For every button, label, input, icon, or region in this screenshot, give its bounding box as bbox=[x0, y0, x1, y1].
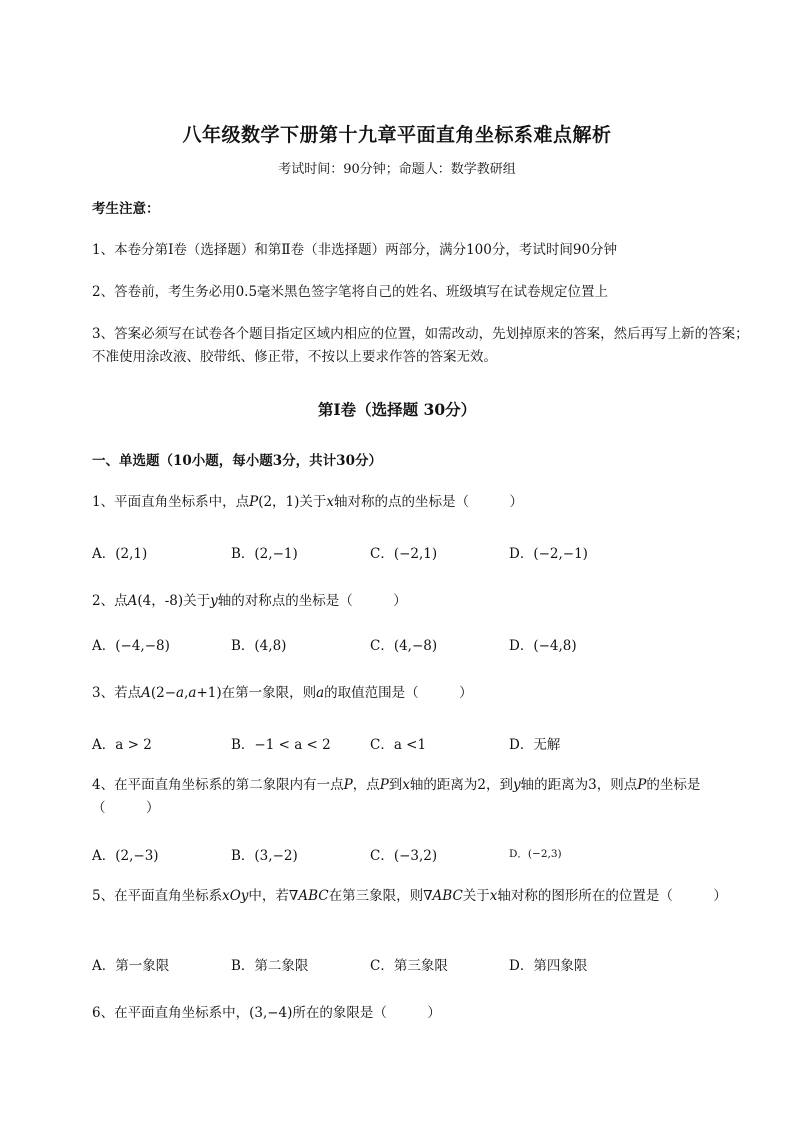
option-a: A．a > 2 bbox=[92, 737, 152, 753]
stem-math: x bbox=[326, 494, 335, 510]
notice-item: 3、答案必须写在试卷各个题目指定区域内相应的位置，如需改动，先划掉原来的答案，然后再写上新的答案；不准使用涂改液、胶带纸、修正带，不按以上要求作答的答案无效。 bbox=[92, 326, 749, 365]
part-heading: 一、单选题（10小题，每小题3分，共计30分） bbox=[92, 453, 382, 469]
stem-text: 3、若点 bbox=[92, 685, 142, 701]
question-stem bbox=[92, 590, 752, 613]
stem-text: 6、在平面直角坐标系中，(3,−4)所在的象限是（ ） bbox=[92, 1005, 441, 1021]
stem-text: 轴的距离为3，则点 bbox=[520, 777, 638, 793]
option-a: A．第一象限 bbox=[92, 958, 170, 974]
section-title: 第I卷（选择题 30分） bbox=[317, 400, 477, 419]
option-d: D．(−2,3) bbox=[509, 848, 562, 860]
stem-math: xOy bbox=[222, 888, 249, 904]
option-d: D．(−4,8) bbox=[509, 638, 577, 654]
exam-subtitle: 考试时间：90分钟；命题人：数学教研组 bbox=[278, 162, 516, 177]
stem-text: +1)在第一象限，则 bbox=[196, 685, 317, 701]
stem-text: 5、在平面直角坐标系 bbox=[92, 888, 223, 904]
stem-text: (2，1)关于 bbox=[258, 494, 327, 510]
option-b: B．第二象限 bbox=[231, 958, 309, 974]
option-a: A．(−4,−8) bbox=[92, 638, 170, 654]
stem-text: 4、在平面直角坐标系的第二象限内有一点 bbox=[92, 777, 344, 793]
stem-text: 的坐标是（ ） bbox=[92, 777, 701, 816]
stem-math: x bbox=[402, 777, 410, 793]
question-stem bbox=[92, 774, 752, 820]
stem-math: A bbox=[141, 685, 151, 701]
stem-text: , bbox=[184, 685, 189, 701]
question-stem bbox=[92, 885, 752, 908]
stem-math: ABC bbox=[432, 888, 463, 904]
stem-text: 轴的对称点的坐标是（ ） bbox=[217, 593, 407, 609]
option-row bbox=[92, 542, 712, 564]
stem-math: a bbox=[316, 685, 325, 701]
option-b: B．−1 < a < 2 bbox=[231, 737, 331, 753]
stem-text: 在第三象限，则∇ bbox=[328, 888, 433, 904]
stem-text: 轴对称的点的坐标是（ ） bbox=[334, 494, 524, 510]
stem-math: y bbox=[513, 777, 521, 793]
stem-text: 轴的距离为2，到 bbox=[409, 777, 513, 793]
option-row bbox=[92, 844, 712, 866]
stem-text: 1、平面直角坐标系中，点 bbox=[92, 494, 250, 510]
option-c: C．(−3,2) bbox=[370, 848, 438, 864]
question-stem bbox=[92, 491, 752, 514]
notice-item: 1、本卷分第I卷（选择题）和第Ⅱ卷（非选择题）两部分，满分100分，考试时间90分钟 bbox=[92, 242, 618, 258]
stem-text: 轴对称的图形所在的位置是（ ） bbox=[497, 888, 727, 904]
option-c: C．a <1 bbox=[370, 737, 427, 753]
stem-math: P bbox=[637, 777, 647, 793]
option-b: B．(4,8) bbox=[231, 638, 287, 654]
stem-math: A bbox=[127, 593, 138, 609]
option-row bbox=[92, 733, 712, 755]
stem-math: ABC bbox=[298, 888, 329, 904]
stem-math: x bbox=[489, 888, 498, 904]
option-row bbox=[92, 954, 712, 976]
option-c: C．(4,−8) bbox=[370, 638, 438, 654]
stem-math: P bbox=[249, 494, 259, 510]
stem-text: 2、点 bbox=[92, 593, 128, 609]
stem-text: 到 bbox=[388, 777, 403, 793]
option-a: A．(2,−3) bbox=[92, 848, 159, 864]
notice-item: 2、答卷前，考生务必用0.5毫米黑色签字笔将自己的姓名、班级填写在试卷规定位置上 bbox=[92, 284, 609, 300]
stem-math: a bbox=[176, 685, 185, 701]
option-d: D．第四象限 bbox=[509, 958, 588, 974]
question-stem bbox=[92, 1002, 752, 1025]
stem-text: 的取值范围是（ ） bbox=[324, 685, 473, 701]
stem-text: (4，-8)关于 bbox=[137, 593, 211, 609]
notice-heading: 考生注意： bbox=[92, 201, 160, 217]
option-d: D．(−2,−1) bbox=[509, 546, 588, 562]
question-stem bbox=[92, 682, 752, 705]
exam-title: 八年级数学下册第十九章平面直角坐标系难点解析 bbox=[182, 124, 612, 146]
stem-text: 关于 bbox=[462, 888, 490, 904]
option-c: C．第三象限 bbox=[370, 958, 448, 974]
stem-math: P bbox=[379, 777, 389, 793]
stem-math: P bbox=[343, 777, 353, 793]
option-b: B．(3,−2) bbox=[231, 848, 298, 864]
option-a: A．(2,1) bbox=[92, 546, 148, 562]
stem-text: (2− bbox=[150, 685, 177, 701]
option-row bbox=[92, 634, 712, 656]
option-c: C．(−2,1) bbox=[370, 546, 438, 562]
stem-math: a bbox=[188, 685, 197, 701]
stem-text: 中，若∇ bbox=[248, 888, 299, 904]
stem-text: ，点 bbox=[352, 777, 380, 793]
option-d: D．无解 bbox=[509, 737, 561, 753]
option-b: B．(2,−1) bbox=[231, 546, 298, 562]
stem-math: y bbox=[210, 593, 218, 609]
